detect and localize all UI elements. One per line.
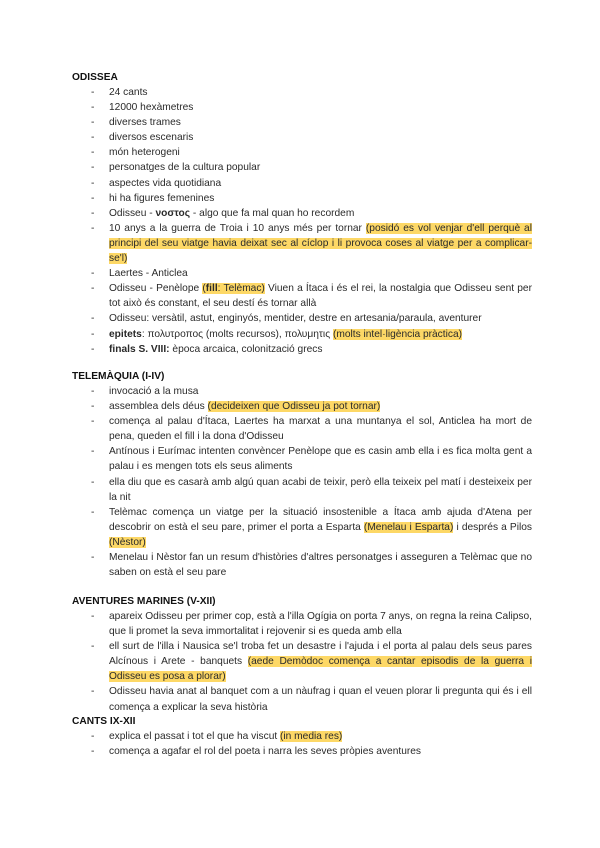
highlighted-text: fill <box>205 283 218 295</box>
highlighted-text: ( <box>202 283 206 295</box>
bullet-dash: - <box>91 446 95 458</box>
bullet-dash: - <box>91 177 95 189</box>
item-text: món heterogeni <box>109 147 180 159</box>
item-text: Viuen a Ítaca i és el rei, la nostalgia que Odisseu sent per tot això és constant, el seu destí és tornar allà <box>109 283 532 310</box>
bold-text: finals S. VIII: <box>109 343 170 355</box>
bullet-dash: - <box>91 87 95 98</box>
bullet-dash: - <box>91 731 95 742</box>
list-item <box>72 160 532 175</box>
bullet-dash: - <box>91 686 95 698</box>
highlighted-text: (aede Demòdoc comença a cantar episodis de la guerra i Odisseu es posa a plorar) <box>109 656 532 683</box>
item-text: apareix Odisseu per primer cop, està a l'illa Ogígia on porta 7 anys, on regna la reina Calipso, que li promet la seva immortalitat i rejovenir si es queda amb ella <box>109 611 532 638</box>
list-item <box>72 115 532 130</box>
section-heading: CANTS IX-XII <box>72 716 136 727</box>
highlighted-text: (Nèstor) <box>109 536 146 548</box>
item-text: Odisseu - Penèlope <box>109 283 203 295</box>
list-item <box>72 505 532 550</box>
list-item <box>72 639 532 684</box>
section-heading: TELEMÀQUIA (I-IV) <box>72 371 165 382</box>
item-text: Menelau i Nèstor fan un resum d'històries d'altres personatges i asseguren a Telèmac que no saben on està el seu pare <box>109 552 532 579</box>
item-text: Antínous i Eurímac intenten convèncer Penèlope que es casin amb ella i es fica molta gent a palau i es mengen tots els seus aliments <box>109 446 532 473</box>
bullet-dash: - <box>91 401 95 413</box>
bullet-dash: - <box>91 207 95 219</box>
list-item <box>72 414 532 444</box>
item-text: Odisseu havia anat al banquet com a un nàufrag i quan el veuen plorar li pregunta qui és i ell comença a explicar la seva història <box>109 686 532 713</box>
bullet-dash: - <box>91 313 95 325</box>
bullet-dash: - <box>91 132 95 144</box>
list-item <box>72 266 532 281</box>
list-item <box>72 130 532 145</box>
list-item <box>72 311 532 326</box>
item-text: Odisseu - <box>109 207 156 219</box>
bullet-list <box>72 729 532 759</box>
list-item <box>72 221 532 266</box>
item-text: invocació a la musa <box>109 386 199 397</box>
list-item <box>72 100 532 115</box>
section-telemaquia <box>72 370 532 580</box>
bold-text: epitets <box>109 328 142 340</box>
item-text: - algo que fa mal quan ho recordem <box>190 207 355 219</box>
item-text: personatges de la cultura popular <box>109 162 261 174</box>
list-item <box>72 729 532 744</box>
list-item <box>72 475 532 505</box>
highlighted-text: (Menelau i Esparta) <box>363 521 454 533</box>
list-item <box>72 342 532 357</box>
bullet-dash: - <box>91 746 95 758</box>
section-odissea <box>72 71 532 357</box>
item-text: 10 anys a la guerra de Troia i 10 anys més per tornar <box>109 222 366 234</box>
bullet-dash: - <box>91 117 95 129</box>
highlighted-text: (posidó es vol venjar d'ell perquè al principi del seu viatge havia deixat sec al cíclop i li provoca coses al viatge per a complicar-se'l) <box>109 222 532 265</box>
item-text: aspectes vida quotidiana <box>109 177 222 189</box>
bullet-dash: - <box>91 147 95 159</box>
bullet-dash: - <box>91 343 95 355</box>
item-text: : πολυτροπος (molts recursos), πολυμητις <box>141 328 333 340</box>
bullet-dash: - <box>91 162 95 174</box>
item-text: explica el passat i tot el que ha viscut <box>109 731 281 742</box>
list-item <box>72 145 532 160</box>
item-text: Laertes - Anticlea <box>109 268 188 280</box>
item-text: hi ha figures femenines <box>109 192 215 204</box>
list-item <box>72 281 532 311</box>
bullet-list <box>72 384 532 580</box>
bullet-dash: - <box>91 386 95 397</box>
item-text: 12000 hexàmetres <box>109 102 194 114</box>
list-item <box>72 384 532 399</box>
item-text: assemblea dels déus <box>109 401 208 413</box>
item-text: comença a agafar el rol del poeta i narra les seves pròpies aventures <box>109 746 422 758</box>
bullet-list <box>72 85 532 357</box>
bold-text: νοστος <box>155 207 191 219</box>
bullet-dash: - <box>91 222 95 234</box>
highlighted-text: (decideixen que Odisseu ja pot tornar) <box>207 401 381 413</box>
bullet-dash: - <box>91 506 95 518</box>
bullet-dash: - <box>91 328 95 340</box>
bullet-dash: - <box>91 476 95 488</box>
bullet-dash: - <box>91 641 95 653</box>
list-item <box>72 327 532 342</box>
list-item <box>72 550 532 580</box>
list-item <box>72 399 532 414</box>
section-heading: ODISSEA <box>72 72 118 83</box>
list-item <box>72 684 532 714</box>
section-cants-ix-xii <box>72 715 532 759</box>
item-text: comença al palau d'Ítaca, Laertes ha marxat a una muntanya el sol, Anticlea ha mort de pena, queden el fill i la dona d'Odisseu <box>109 416 532 443</box>
item-text: diversos escenaris <box>109 132 194 144</box>
highlighted-text: : Telèmac) <box>217 283 265 295</box>
bullet-dash: - <box>91 102 95 114</box>
highlighted-text: (in media res) <box>280 731 343 742</box>
list-item <box>72 444 532 474</box>
bullet-dash: - <box>91 192 95 204</box>
item-text: Odisseu: versàtil, astut, enginyós, mentider, destre en artesania/paraula, aventurer <box>109 313 482 325</box>
item-text: diverses trames <box>109 117 181 129</box>
section-aventures-marines <box>72 595 532 715</box>
item-text: ella diu que es casarà amb algú quan acabi de teixir, però ella teixeix pel matí i desteixeix per la nit <box>109 476 532 503</box>
highlighted-text: (molts intel·ligència pràctica) <box>332 328 463 340</box>
item-text: i després a Pilos <box>453 521 532 533</box>
section-heading: AVENTURES MARINES (V-XII) <box>72 596 216 607</box>
item-text: ell surt de l'illa i Nausica se'l troba fet un desastre i l'ajuda i el porta al palau dels seus pares Alcínous i Arete - banquets <box>109 641 532 668</box>
list-item <box>72 609 532 639</box>
item-text: 24 cants <box>109 87 148 98</box>
bullet-dash: - <box>91 283 95 295</box>
bullet-dash: - <box>91 552 95 564</box>
list-item <box>72 206 532 221</box>
item-text: època arcaica, colonització grecs <box>169 343 323 355</box>
bullet-dash: - <box>91 611 95 622</box>
bullet-dash: - <box>91 268 95 280</box>
bullet-list <box>72 609 532 715</box>
bullet-dash: - <box>91 416 95 428</box>
list-item <box>72 176 532 191</box>
list-item <box>72 85 532 100</box>
list-item <box>72 744 532 759</box>
list-item <box>72 191 532 206</box>
item-text: Telèmac comença un viatge per la situació insostenible a Ítaca amb ajuda d'Atena per descobrir on està el seu pare, primer el porta a Esparta <box>109 506 532 533</box>
